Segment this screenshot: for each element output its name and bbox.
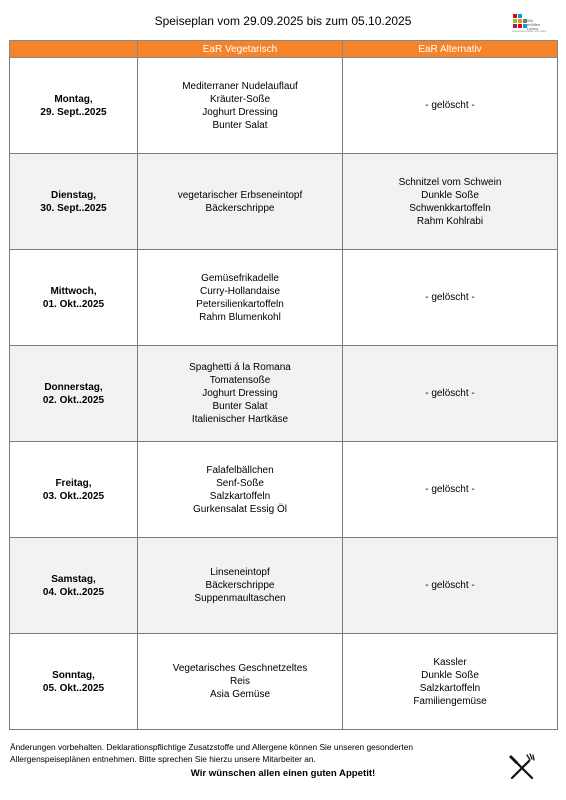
- vegetarian-cell: [138, 634, 343, 730]
- alternative-cell: [343, 634, 558, 730]
- day-date: 04. Okt..2025: [42, 586, 105, 598]
- fork-knife-icon: [507, 752, 537, 782]
- dish-item: Mediterraner Nudelauflauf: [182, 80, 298, 92]
- dish-item: Curry-Hollandaise: [199, 285, 281, 297]
- dish-item: Kassler: [433, 656, 467, 668]
- day-date: 29. Sept..2025: [40, 106, 107, 118]
- footer-note: Änderungen vorbehalten. Deklarationspflichtige Zusatzstoffe und Allergene können Sie unseren gesonderten Allergenspeiseplänen entnehmen. Bitte sprechen Sie hierzu unsere Mitarbeiter an.: [10, 742, 414, 764]
- dish-item: Vegetarisches Geschnetzeltes: [172, 663, 308, 674]
- dish-item: Asia Gemüse: [209, 689, 271, 700]
- dish-item: Salzkartoffeln: [209, 490, 271, 502]
- day-row: [10, 538, 558, 634]
- day-row: [10, 154, 558, 250]
- day-name: Donnerstag,: [44, 381, 103, 393]
- day-row: [10, 442, 558, 538]
- day-row: [10, 250, 558, 346]
- dish-item: - gelöscht -: [425, 292, 475, 303]
- day-row: [10, 346, 558, 442]
- dish-item: Salzkartoffeln: [419, 682, 481, 694]
- vegetarian-cell: [138, 538, 343, 634]
- dish-item: Tomatensoße: [209, 375, 271, 386]
- dish-item: Gurkensalat Essig Öl: [193, 503, 287, 515]
- day-name: Sonntag,: [52, 669, 95, 681]
- dish-item: Senf-Soße: [216, 477, 264, 489]
- vegetarian-cell: [138, 250, 343, 346]
- dish-item: Rahm Kohlrabi: [416, 215, 484, 227]
- dish-item: Schwenkkartoffeln: [409, 202, 491, 214]
- dish-item: Bäckerschrippe: [205, 580, 275, 591]
- vegetarian-cell: [138, 154, 343, 250]
- dish-item: - gelöscht -: [425, 484, 475, 495]
- dish-item: vegetarischer Erbseneintopf: [177, 189, 303, 201]
- day-cell: [10, 538, 138, 634]
- day-name: Dienstag,: [50, 189, 96, 201]
- header-vegetarian: EaR Vegetarisch: [138, 41, 343, 58]
- day-name: Freitag,: [55, 477, 92, 489]
- dish-item: - gelöscht -: [425, 580, 475, 591]
- dish-item: Bunter Salat: [212, 401, 268, 412]
- company-logo: [511, 12, 547, 36]
- day-date: 30. Sept..2025: [40, 202, 107, 214]
- dish-item: Gemüsefrikadelle: [201, 272, 279, 284]
- day-cell: [10, 154, 138, 250]
- day-cell: [10, 58, 138, 154]
- day-cell: [10, 346, 138, 442]
- day-date: 03. Okt..2025: [42, 490, 105, 502]
- day-row: [10, 634, 558, 730]
- vegetarian-cell: [138, 346, 343, 442]
- alternative-cell: [343, 250, 558, 346]
- day-name: Montag,: [54, 93, 93, 105]
- dish-item: Suppenmaultaschen: [194, 593, 286, 604]
- menu-table: [9, 40, 558, 730]
- dish-item: Italienischer Hartkäse: [191, 414, 289, 425]
- day-row: [10, 58, 558, 154]
- day-cell: [10, 634, 138, 730]
- dish-item: - gelöscht -: [425, 388, 475, 399]
- dish-item: Reis: [229, 676, 250, 687]
- dish-item: Familiengemüse: [413, 695, 487, 707]
- alternative-cell: [343, 442, 558, 538]
- dish-item: Spaghetti á la Romana: [189, 362, 291, 373]
- dish-item: Falafelbällchen: [206, 464, 274, 476]
- logo-tagline: Gemeinsam stärker. Für Leben.: [512, 30, 548, 33]
- dish-item: - gelöscht -: [425, 100, 475, 111]
- dish-item: Bäckerschrippe: [205, 202, 275, 214]
- page-title: Speiseplan vom 29.09.2025 bis zum 05.10.2025: [154, 14, 412, 28]
- vegetarian-cell: [138, 58, 343, 154]
- vegetarian-cell: [138, 442, 343, 538]
- dish-item: Joghurt Dressing: [202, 106, 278, 118]
- day-date: 02. Okt..2025: [42, 394, 105, 406]
- dish-item: Petersilienkartoffeln: [196, 298, 284, 310]
- day-date: 01. Okt..2025: [42, 298, 105, 310]
- footer-wish: Wir wünschen allen einen guten Appetit!: [190, 768, 376, 779]
- dish-item: Dunkle Soße: [421, 669, 479, 681]
- header-row: [10, 41, 558, 58]
- header-alternative: EaR Alternativ: [343, 41, 558, 58]
- dish-item: Dunkle Soße: [421, 189, 479, 201]
- alternative-cell: [343, 58, 558, 154]
- alternative-cell: [343, 154, 558, 250]
- day-date: 05. Okt..2025: [42, 682, 105, 694]
- dish-item: Rahm Blumenkohl: [199, 311, 281, 323]
- dish-item: Bunter Salat: [212, 119, 268, 131]
- day-name: Mittwoch,: [50, 285, 97, 297]
- day-cell: [10, 250, 138, 346]
- day-name: Samstag,: [51, 573, 96, 585]
- dish-item: Kräuter-Soße: [209, 93, 271, 105]
- header-empty: [10, 41, 138, 58]
- logo-text: Wir erfüllen Leben: [527, 18, 541, 31]
- alternative-cell: [343, 346, 558, 442]
- dish-item: Joghurt Dressing: [202, 388, 278, 399]
- day-cell: [10, 442, 138, 538]
- alternative-cell: [343, 538, 558, 634]
- dish-item: Linseneintopf: [210, 567, 270, 578]
- dish-item: Schnitzel vom Schwein: [398, 176, 502, 188]
